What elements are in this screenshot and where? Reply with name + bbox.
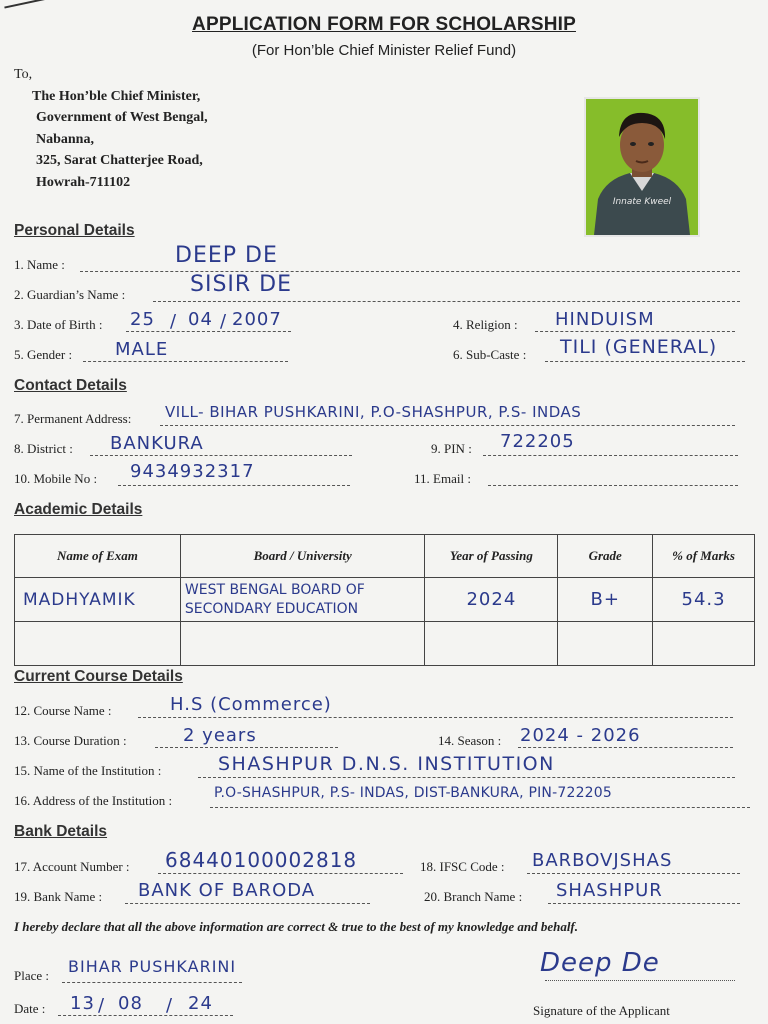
cell-exam[interactable]	[15, 578, 181, 622]
address-to: To,	[14, 67, 33, 82]
branch-line	[548, 903, 740, 904]
ifsc-label: 18. IFSC Code :	[420, 859, 505, 874]
bank-name-label: 19. Bank Name :	[14, 889, 103, 904]
subcaste-line	[545, 361, 745, 362]
declaration-text: I hereby declare that all the above information are correct & true to the best of my knowledge and behalf.	[14, 919, 579, 934]
dob-sep: /	[220, 311, 228, 332]
date-line	[58, 1015, 233, 1016]
grade-value: B+	[590, 589, 620, 610]
course-duration-field[interactable]: 2 years	[183, 725, 257, 746]
date-sep: /	[166, 995, 174, 1016]
address-line: Government of West Bengal,	[36, 110, 208, 125]
recipient-address	[14, 64, 208, 193]
account-label: 17. Account Number :	[14, 859, 130, 874]
address-line-rule	[160, 425, 735, 426]
applicant-photo	[584, 97, 700, 237]
course-name-line	[138, 717, 733, 718]
institution-line	[198, 777, 735, 778]
col-exam: Name of Exam	[15, 535, 181, 578]
col-year: Year of Passing	[425, 535, 558, 578]
date-label: Date :	[14, 1001, 46, 1016]
dob-day[interactable]: 25	[130, 309, 155, 330]
applicant-portrait-icon	[586, 99, 698, 235]
season-field[interactable]: 2024 - 2026	[520, 725, 641, 746]
gender-line	[83, 361, 288, 362]
guardian-label: 2. Guardian’s Name :	[14, 287, 126, 302]
guardian-line	[153, 301, 740, 302]
dob-month[interactable]: 04	[188, 309, 213, 330]
season-label: 14. Season :	[438, 733, 502, 748]
ifsc-field[interactable]: BARBOVJSHAS	[532, 850, 673, 871]
pin-label: 9. PIN :	[431, 441, 472, 456]
gender-label: 5. Gender :	[14, 347, 73, 362]
name-line	[80, 271, 740, 272]
col-marks: % of Marks	[653, 535, 755, 578]
exam-value: MADHYAMIK	[23, 589, 136, 610]
academic-table-header	[15, 535, 755, 578]
date-year[interactable]: 24	[188, 993, 213, 1014]
religion-label: 4. Religion :	[453, 317, 518, 332]
name-label: 1. Name :	[14, 257, 65, 272]
col-board: Board / University	[180, 535, 425, 578]
form-subtitle: (For Hon’ble Chief Minister Relief Fund)	[251, 42, 517, 59]
cell-empty[interactable]	[558, 622, 653, 666]
academic-table	[14, 534, 755, 666]
subcaste-field[interactable]: TILI (GENERAL)	[560, 336, 718, 358]
signature-label: Signature of the Applicant	[533, 1003, 670, 1018]
season-line	[518, 747, 733, 748]
mobile-field[interactable]: 9434932317	[130, 461, 255, 482]
cell-year[interactable]	[425, 578, 558, 622]
dob-line	[126, 331, 291, 332]
cell-empty[interactable]	[425, 622, 558, 666]
place-label: Place :	[14, 968, 50, 983]
dob-sep: /	[170, 311, 178, 332]
applicant-signature[interactable]: Deep De	[540, 948, 660, 978]
email-label: 11. Email :	[414, 471, 471, 486]
board-value-2: SECONDARY EDUCATION	[184, 600, 359, 617]
section-course-details: Current Course Details	[14, 668, 183, 685]
district-line	[90, 455, 352, 456]
inst-address-line	[210, 807, 750, 808]
gender-field[interactable]: MALE	[115, 339, 169, 360]
cell-marks[interactable]	[653, 578, 755, 622]
mobile-line	[118, 485, 350, 486]
cell-empty[interactable]	[15, 622, 181, 666]
section-contact-details: Contact Details	[14, 377, 127, 394]
branch-field[interactable]: SHASHPUR	[556, 880, 663, 901]
section-personal-details: Personal Details	[14, 222, 135, 239]
bank-name-field[interactable]: BANK OF BARODA	[138, 880, 316, 901]
table-row	[15, 578, 755, 622]
course-name-field[interactable]: H.S (Commerce)	[170, 694, 332, 715]
cell-empty[interactable]	[180, 622, 425, 666]
address-line: The Hon’ble Chief Minister,	[32, 88, 201, 104]
cell-grade[interactable]	[558, 578, 653, 622]
address-line: 325, Sarat Chatterjee Road,	[36, 153, 203, 168]
address-field[interactable]: VILL- BIHAR PUSHKARINI, P.O-SHASHPUR, P.S- INDAS	[165, 403, 582, 421]
board-value-1: WEST BENGAL BOARD OF	[184, 581, 365, 598]
ifsc-line	[527, 873, 740, 874]
email-line	[488, 485, 738, 486]
col-grade: Grade	[558, 535, 653, 578]
institution-label: 15. Name of the Institution :	[14, 763, 162, 778]
pin-field[interactable]: 722205	[500, 431, 575, 452]
subcaste-label: 6. Sub-Caste :	[453, 347, 527, 362]
inst-address-label: 16. Address of the Institution :	[14, 793, 173, 808]
mobile-label: 10. Mobile No :	[14, 471, 98, 486]
date-sep: /	[98, 995, 106, 1016]
address-line: Howrah-711102	[36, 174, 131, 190]
table-row	[15, 622, 755, 666]
marks-value: 54.3	[681, 589, 726, 610]
pin-line	[483, 455, 738, 456]
address-line: Nabanna,	[36, 131, 94, 147]
district-label: 8. District :	[14, 441, 73, 456]
section-academic-details: Academic Details	[14, 501, 143, 518]
cell-empty[interactable]	[653, 622, 755, 666]
religion-line	[535, 331, 735, 332]
course-duration-label: 13. Course Duration :	[14, 733, 127, 748]
cell-board[interactable]	[180, 578, 425, 622]
account-field[interactable]: 68440100002818	[165, 848, 358, 872]
course-name-label: 12. Course Name :	[14, 703, 112, 718]
section-bank-details: Bank Details	[14, 823, 108, 840]
dob-label: 3. Date of Birth :	[14, 317, 103, 332]
dob-year[interactable]: 2007	[232, 309, 282, 330]
course-duration-line	[155, 747, 338, 748]
institution-field[interactable]: SHASHPUR D.N.S. INSTITUTION	[218, 753, 555, 775]
district-field[interactable]: BANKURA	[110, 433, 204, 454]
bank-name-line	[125, 903, 370, 904]
place-line	[62, 982, 242, 983]
year-value: 2024	[466, 589, 517, 610]
signature-line	[545, 980, 735, 981]
place-field[interactable]: BIHAR PUSHKARINI	[68, 957, 237, 976]
branch-label: 20. Branch Name :	[424, 889, 523, 904]
date-month[interactable]: 08	[118, 993, 143, 1014]
address-label: 7. Permanent Address:	[14, 411, 132, 426]
pen-mark	[4, 0, 47, 9]
account-line	[158, 873, 403, 874]
shirt-text: Innate Kweel	[612, 197, 672, 207]
inst-address-field[interactable]: P.O-SHASHPUR, P.S- INDAS, DIST-BANKURA, PIN-722205	[214, 785, 612, 801]
guardian-field[interactable]: SISIR DE	[190, 272, 293, 297]
name-field[interactable]: DEEP DE	[175, 243, 278, 268]
religion-field[interactable]: HINDUISM	[555, 309, 655, 330]
form-title: APPLICATION FORM FOR SCHOLARSHIP	[192, 14, 576, 35]
date-day[interactable]: 13	[70, 993, 95, 1014]
